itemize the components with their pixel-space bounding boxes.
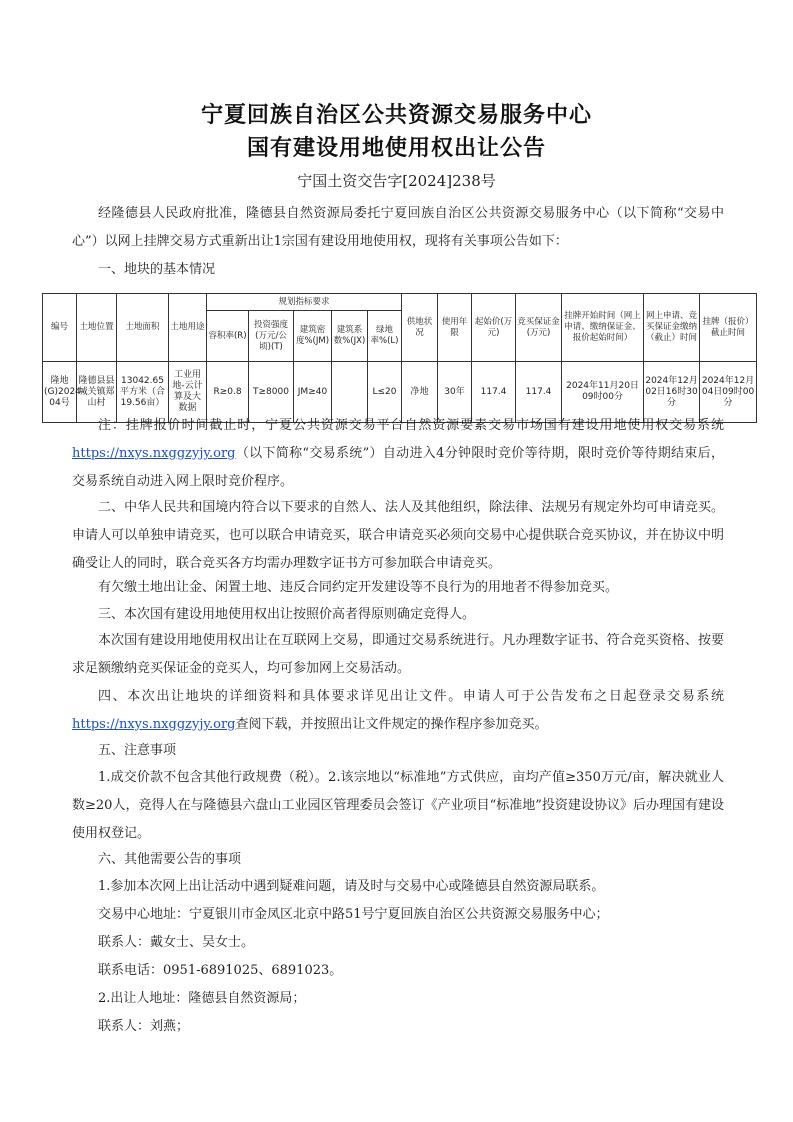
cell-supply: 净地 xyxy=(402,362,438,423)
trading-system-link[interactable]: https://nxys.nxggzyjy.org xyxy=(72,446,236,461)
cell-green: L≤20 xyxy=(368,362,402,423)
cell-use: 工业用地-云计算及大数据 xyxy=(169,362,207,423)
section6-item: 1.参加本次网上出让活动中遇到疑难问题，请及时与交易中心或隆德县自然资源局联系。 xyxy=(98,879,605,894)
cell-application-deadline: 2024年12月02日16时30分 xyxy=(644,362,700,423)
col-header-area: 土地面积 xyxy=(117,294,169,362)
parcel-table xyxy=(42,293,757,423)
table-note-text: 注：挂牌报价时间截止时，宁夏公共资源交易平台自然资源要素交易市场国有建设用地使用权交易系统 xyxy=(98,418,724,433)
document-number: 宁国土资交告字[2024]238号 xyxy=(297,172,496,190)
cell-deposit: 117.4 xyxy=(516,362,562,423)
col-header-investment: 投资强度(万元/公顷)(T) xyxy=(249,311,294,362)
intro-paragraph: 经隆德县人民政府批准，隆德县自然资源局委托宁夏回族自治区公共资源交易服务中心（以下简称“交易中心”）以网上挂牌交易方式重新出让1宗国有建设用地使用权，现将有关事项公告如下： xyxy=(72,206,724,249)
cell-term: 30年 xyxy=(438,362,472,423)
cell-location: 隆德县县城关镇郑山村 xyxy=(77,362,117,423)
cell-start-price: 117.4 xyxy=(472,362,516,423)
col-header-id: 编号 xyxy=(43,294,77,362)
cell-id: 隆地(G)2024-04号 xyxy=(43,362,77,423)
col-header-application-deadline: 网上申请、竞买保证金缴纳（截止）时间 xyxy=(644,294,700,362)
cell-density: JM≥40 xyxy=(294,362,332,423)
col-header-far: 容积率(R) xyxy=(207,311,249,362)
section1-heading: 一、地块的基本情况 xyxy=(98,262,216,277)
section5-paragraph: 1.成交价款不包含其他行政规费（税）。2.该宗地以“标准地”方式供应，亩均产值≥350万元/亩，解决就业人数≥20人，竞得人在与隆德县六盘山工业园区管理委员会签订《产业项目“标准地”投资建设协议》后办理国有建设使用权登记。 xyxy=(72,770,724,841)
section5-heading: 五、注意事项 xyxy=(98,743,177,758)
table-note xyxy=(72,412,724,496)
document-title-line2: 国有建设用地使用权出让公告 xyxy=(246,136,546,161)
col-header-coefficient: 建筑系数%(JX) xyxy=(332,311,368,362)
section6-item: 2.出让人地址：隆德县自然资源局； xyxy=(98,991,306,1006)
col-header-listing-start: 挂牌开始时间（网上申请、缴纳保证金、报价起始时间） xyxy=(562,294,644,362)
col-header-start-price: 起始价(万元) xyxy=(472,294,516,362)
cell-listing-end: 2024年12月04日09时00分 xyxy=(700,362,757,423)
col-header-location: 土地位置 xyxy=(77,294,117,362)
table-note-tail: （以下简称“交易系统”）自动进入4分钟限时竞价等待期，限时竞价等待期结束后，交易系统自动进入网上限时竞价程序。 xyxy=(72,446,724,489)
col-header-deposit: 竞买保证金(万元) xyxy=(516,294,562,362)
col-header-supply: 供地状况 xyxy=(402,294,438,362)
col-header-density: 建筑密度%(JM) xyxy=(294,311,332,362)
cell-area: 13042.65平方米（合19.56亩） xyxy=(117,362,169,423)
document-title-line1: 宁夏回族自治区公共资源交易服务中心 xyxy=(200,103,592,128)
section6-item: 交易中心地址：宁夏银川市金凤区北京中路51号宁夏回族自治区公共资源交易服务中心； xyxy=(98,907,609,922)
section6-item: 联系人：刘燕； xyxy=(98,1019,190,1034)
section6-item: 联系电话：0951-6891025、6891023。 xyxy=(98,963,343,978)
col-header-use: 土地用途 xyxy=(169,294,207,362)
col-header-green: 绿地率%(L) xyxy=(368,311,402,362)
col-header-planning-group: 规划指标要求 xyxy=(207,294,402,311)
section3-detail: 本次国有建设用地使用权出让在互联网上交易，即通过交易系统进行。凡办理数字证书、符合竞买资格、按要求足额缴纳竞买保证金的竞买人，均可参加网上交易活动。 xyxy=(72,633,724,676)
cell-investment: T≥8000 xyxy=(249,362,294,423)
section4-paragraph xyxy=(72,683,724,739)
section2-restriction: 有欠缴土地出让金、闲置土地、违反合同约定开发建设等不良行为的用地者不得参加竞买。 xyxy=(98,580,619,595)
section4-suffix: 查阅下载，并按照出让文件规定的操作程序参加竞买。 xyxy=(235,717,548,732)
section2-paragraph: 二、中华人民共和国境内符合以下要求的自然人、法人及其他组织，除法律、法规另有规定外均可申请竞买。申请人可以单独申请竞买，也可以联合申请竞买，联合申请竞买必须向交易中心提供联合竞买协议，并在协议中明确受让人的同时，联合竞买各方均需办理数字证书方可参加联合申请竞买。 xyxy=(72,500,724,571)
cell-listing-start: 2024年11月20日09时00分 xyxy=(562,362,644,423)
section3-paragraph: 三、本次国有建设用地使用权出让按照价高者得原则确定竞得人。 xyxy=(98,607,476,622)
section4-text: 四、本次出让地块的详细资料和具体要求详见出让文件。申请人可于公告发布之日起登录交易系统 xyxy=(98,689,724,704)
section6-item: 联系人：戴女士、吴女士。 xyxy=(98,935,255,950)
section6-heading: 六、其他需要公告的事项 xyxy=(98,852,242,867)
col-header-listing-end: 挂牌（报价）截止时间 xyxy=(700,294,757,362)
download-link[interactable]: https://nxys.nxggzyjy.org xyxy=(72,717,236,732)
cell-far: R≥0.8 xyxy=(207,362,249,423)
col-header-term: 使用年限 xyxy=(438,294,472,362)
